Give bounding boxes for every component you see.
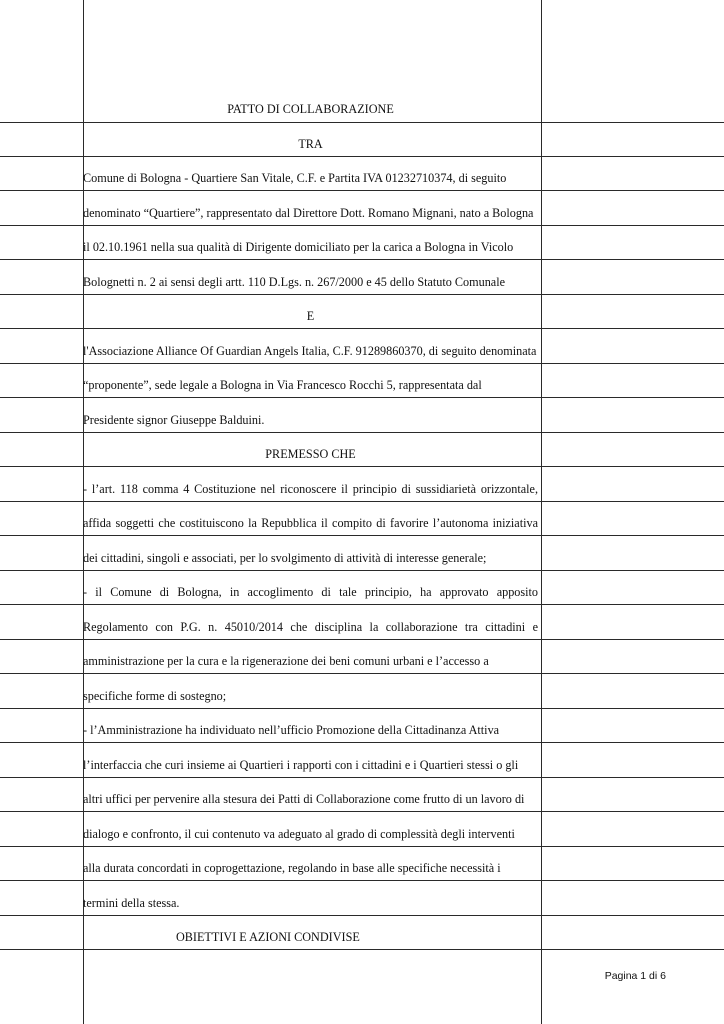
row-rule: [0, 777, 724, 778]
text-line: affida soggetti che costituiscono la Repubblica il compito di favorire l’autonoma iniziativa: [83, 516, 538, 530]
row-rule: [0, 915, 724, 916]
text-line: l’interfaccia che curi insieme ai Quartieri i rapporti con i cittadini e i Quartieri stessi o gli: [83, 758, 519, 772]
row-rule: [0, 846, 724, 847]
row-rule: [0, 742, 724, 743]
row-rule: [0, 328, 724, 329]
text-line: Regolamento con P.G. n. 45010/2014 che disciplina la collaborazione tra cittadini e: [83, 620, 538, 634]
row-rule: [0, 294, 724, 295]
text-line: alla durata concordati in coprogettazione, regolando in base alle specifiche necessità i: [83, 861, 501, 875]
text-line: “proponente”, sede legale a Bologna in Via Francesco Rocchi 5, rappresentata dal: [83, 378, 482, 392]
row-rule: [0, 639, 724, 640]
text-line: dialogo e confronto, il cui contenuto va adeguato al grado di complessità degli interventi: [83, 827, 515, 841]
heading-e: E: [306, 309, 315, 323]
text-line: - l’art. 118 comma 4 Costituzione nel riconoscere il principio di sussidiarietà orizzontale,: [83, 482, 538, 496]
row-rule: [0, 432, 724, 433]
row-rule: [0, 225, 724, 226]
row-rule: [0, 604, 724, 605]
row-rule: [0, 397, 724, 398]
row-rule: [0, 259, 724, 260]
section-heading-obiettivi: OBIETTIVI E AZIONI CONDIVISE: [176, 930, 360, 944]
text-line: Bolognetti n. 2 ai sensi degli artt. 110 D.Lgs. n. 267/2000 e 45 dello Statuto Comunale: [83, 275, 506, 289]
row-rule: [0, 466, 724, 467]
page-number: Pagina 1 di 6: [604, 970, 666, 982]
heading-premesso-che: PREMESSO CHE: [265, 447, 356, 461]
right-margin-rule: [541, 0, 542, 1024]
heading-tra: TRA: [298, 137, 323, 151]
row-rule: [0, 190, 724, 191]
row-rule: [0, 949, 724, 950]
text-line: Comune di Bologna - Quartiere San Vitale, C.F. e Partita IVA 01232710374, di seguito: [83, 171, 507, 185]
text-line: altri uffici per pervenire alla stesura dei Patti di Collaborazione come frutto di un lavoro di: [83, 792, 525, 806]
row-rule: [0, 570, 724, 571]
text-line: il 02.10.1961 nella sua qualità di Dirigente domiciliato per la carica a Bologna in Vicolo: [83, 240, 514, 254]
row-rule: [0, 880, 724, 881]
text-line: - il Comune di Bologna, in accoglimento di tale principio, ha approvato apposito: [83, 585, 538, 599]
text-line: specifiche forme di sostegno;: [83, 689, 227, 703]
row-rule: [0, 535, 724, 536]
text-line: dei cittadini, singoli e associati, per lo svolgimento di attività di interesse generale;: [83, 551, 487, 565]
row-rule: [0, 501, 724, 502]
row-rule: [0, 708, 724, 709]
row-rule: [0, 156, 724, 157]
row-rule: [0, 673, 724, 674]
text-line: l'Associazione Alliance Of Guardian Angels Italia, C.F. 91289860370, di seguito denominata: [83, 344, 537, 358]
row-rule: [0, 122, 724, 123]
row-rule: [0, 363, 724, 364]
text-line: termini della stessa.: [83, 896, 180, 910]
text-line: Presidente signor Giuseppe Balduini.: [83, 413, 265, 427]
document-title: PATTO DI COLLABORAZIONE: [227, 102, 394, 116]
text-line: denominato “Quartiere”, rappresentato dal Direttore Dott. Romano Mignani, nato a Bologna: [83, 206, 534, 220]
text-line: - l’Amministrazione ha individuato nell’ufficio Promozione della Cittadinanza Attiva: [83, 723, 500, 737]
text-line: amministrazione per la cura e la rigenerazione dei beni comuni urbani e l’accesso a: [83, 654, 489, 668]
row-rule: [0, 811, 724, 812]
